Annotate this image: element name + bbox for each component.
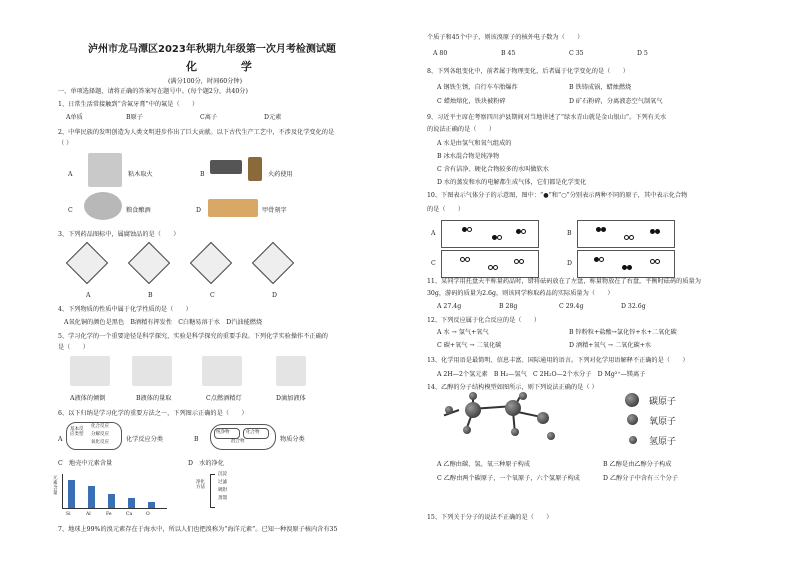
q7-option-b: B 45 <box>501 50 516 57</box>
corrosive-sign-icon <box>252 242 294 284</box>
q14-option-a: A 乙醇由碳、氢、氧三种原子构成 <box>437 461 531 468</box>
q10-option-d: D <box>567 260 572 267</box>
crust-bar-4 <box>128 498 135 508</box>
q6-option-a: A <box>58 436 63 443</box>
crust-chart-cat-1: Si <box>66 512 71 517</box>
gunpowder-image <box>210 160 242 174</box>
lighting-lamp-image <box>202 356 242 386</box>
legend-hydrogen: 氢原子 <box>649 437 677 447</box>
question-1: 1、日常生活常接触到“含氟牙膏”中的氟是（ ） <box>58 101 199 108</box>
q2-option-c: C <box>68 207 73 214</box>
wine-brewing-image <box>84 192 122 220</box>
q10-option-a: A <box>431 230 436 237</box>
q3-option-b: B <box>148 292 153 299</box>
q12-option-d: D 酒精+氧气 → 二氧化碳+水 <box>569 342 652 349</box>
q10-option-b: B <box>567 230 572 237</box>
question-7-cont: 个质子和45个中子，则该溴原子的核外电子数为（ ） <box>427 34 584 41</box>
right-column <box>397 0 794 562</box>
measuring-liquid-image <box>132 356 172 386</box>
q14-option-c: C 乙醇由两个碳原子，一个氧原子，六个氢原子构成 <box>437 475 580 482</box>
molecule-box-d <box>577 250 675 278</box>
compound-box <box>243 428 269 439</box>
q11-option-c: C 29.4g <box>559 303 584 310</box>
crust-bar-1 <box>68 480 75 508</box>
question-15: 15、下列关于分子的说法不正确的是（ ） <box>427 514 553 521</box>
q5-option-c: C点燃酒精灯 <box>206 395 242 402</box>
q7-option-c: C 35 <box>569 50 584 57</box>
molecule-box-a <box>441 220 539 248</box>
crust-chart-cat-5: O <box>146 512 150 517</box>
crust-chart-cat-3: Fe <box>106 512 112 517</box>
purification-methods-label: 净化方法 <box>196 480 205 490</box>
question-2-paren: （ ） <box>58 140 73 147</box>
crust-bar-5 <box>148 502 155 508</box>
q11-option-d: D 32.6g <box>621 303 646 310</box>
q12-option-b: B 锌粉粒+盐酸→氯化锌+水+二氧化碳 <box>569 329 677 336</box>
q11-option-a: A 27.4g <box>437 303 462 310</box>
crust-bar-2 <box>88 486 95 508</box>
q2-option-c-label: 粮食酿酒 <box>126 207 151 214</box>
question-5-cont: 是（ ） <box>58 344 89 351</box>
crust-chart-cat-4: Ca <box>126 512 133 517</box>
q1-option-a: A单质 <box>66 114 83 121</box>
q2-option-b-label: 火药使用 <box>268 171 293 178</box>
q8-option-c: C 蜡烛熔化，铁块被粉碎 <box>437 98 506 105</box>
q3-option-a: A <box>86 292 91 299</box>
q2-option-d: D <box>196 207 201 214</box>
molecule-box-c <box>441 250 539 278</box>
legend-oxygen-ball <box>627 414 638 425</box>
sedimentation-label: 沉淀 <box>218 472 227 477</box>
question-10-cont: 的是（ ） <box>427 206 465 213</box>
q6-b-label: 物质分类 <box>280 436 305 443</box>
legend-hydrogen-ball <box>629 436 637 444</box>
page-title: 泸州市龙马潭区2023年秋期九年级第一次月考检测试题 <box>88 44 336 55</box>
firework-image <box>248 157 262 181</box>
q14-option-b: B 乙醇是由乙醇分子构成 <box>603 461 672 468</box>
hydrogen-atom-3 <box>463 426 471 434</box>
q12-option-c: C 碳+氧气 → 二氧化碳 <box>437 342 502 349</box>
q5-option-b: B液体的量取 <box>136 395 172 402</box>
question-13: 13、化学用语是最简明、信息丰富、国际通用的语言。下列对化学用语解释不正确的是（ ） <box>427 357 689 364</box>
compound-label: 化合物 <box>246 430 260 435</box>
question-2: 2、中华民族的发明创造为人类文明进步作出了巨大贡献。以下古代生产工艺中，不涉及化学变化的是 <box>58 129 335 136</box>
carbon-atom-2 <box>505 400 521 416</box>
q2-option-d-label: 甲骨刻字 <box>262 207 287 214</box>
question-11-cont: 30g，游码的质量为2.6g，则该同学称取药品的实际质量为（ ） <box>427 290 614 297</box>
q6-option-d: D 水的净化 <box>188 460 224 467</box>
question-3: 3、下列药品图标中，属腐蚀品的是（ ） <box>58 231 180 238</box>
q2-option-b: B <box>200 171 205 178</box>
question-8: 8、下列各组变化中，前者属于物理变化，后者属于化学变化的是（ ） <box>427 68 629 75</box>
carbon-atom-1 <box>465 402 481 418</box>
q6-option-b: B <box>194 436 199 443</box>
q3-option-d: D <box>272 292 277 299</box>
substance-classification-diagram <box>210 424 276 450</box>
q5-option-a: A液体的倾倒 <box>70 395 106 402</box>
q8-option-d: D 矿石粉碎，分离液态空气制氧气 <box>569 98 663 105</box>
pure-substance-box <box>214 428 240 439</box>
fire-drill-image <box>88 153 122 187</box>
question-12: 12、下列反应属于化合反应的是（ ） <box>427 317 541 324</box>
hydrogen-atom-4 <box>519 392 527 400</box>
crust-chart-ylabel: 元素含量 <box>53 476 58 496</box>
mixture-label: 混合物 <box>231 439 245 444</box>
q4-options: A氧化铜的颜色是黑色 B酒精有挥发性 C白糖易溶于水 D汽油能燃烧 <box>64 319 263 326</box>
q7-option-a: A 80 <box>433 50 448 57</box>
q6-option-c: C 地壳中元素含量 <box>58 460 113 467</box>
purification-brace <box>210 474 215 508</box>
q5-option-d: D滴加液体 <box>276 395 306 402</box>
crust-bar-3 <box>108 494 115 508</box>
q6-a-label: 化学反应分类 <box>126 436 164 443</box>
q14-option-d: D 乙醇分子中含有三个分子 <box>603 475 678 482</box>
score-info: (满分100分，时间60分钟) <box>168 78 243 85</box>
question-7: 7、地球上99%的溴元素存在于海水中，所以人们也把溴称为“海洋元素”。已知一种溴原子核内含有35 <box>58 526 338 533</box>
q11-option-b: B 28g <box>499 303 518 310</box>
oxygen-atom <box>537 412 549 424</box>
water-purification-diagram <box>196 470 276 510</box>
explosive-sign-icon <box>190 242 232 284</box>
q12-option-a: A 水 → 氢气+氧气 <box>437 329 489 336</box>
pouring-liquid-image <box>70 356 110 386</box>
hydrogen-atom-2 <box>469 392 477 400</box>
decomposition-reaction-label: 分解反应 <box>91 432 109 437</box>
ethanol-molecule-model <box>437 392 587 456</box>
q9-option-d: D 水的蒸发和水的电解都生成气体，它们都是化学变化 <box>437 179 587 186</box>
subject-title: 化 学 <box>186 60 272 73</box>
q7-option-d: D 5 <box>637 50 648 57</box>
hydrogen-atom-1 <box>445 406 453 414</box>
q1-option-c: C离子 <box>200 114 218 121</box>
oxidation-reaction-label: 氧化反应 <box>91 440 109 445</box>
dropping-liquid-image <box>276 356 306 386</box>
q8-option-b: B 铁铸成锅，蜡烛燃烧 <box>569 84 632 91</box>
hydrogen-atom-6 <box>547 432 555 440</box>
question-6: 6、以下归纳是学习化学的重要方法之一，下列图示正确的是（ ） <box>58 410 248 417</box>
q2-option-a-label: 粘木取火 <box>128 171 153 178</box>
section-1-heading: 一、单项选择题，请将正确的答案写在题号中。(每个题2分，共40分) <box>58 88 248 95</box>
basic-reaction-type-label: 基本反应类型 <box>70 427 84 437</box>
q9-option-b: B 冰水混合物是纯净物 <box>437 153 500 160</box>
combination-reaction-label: 化合反应 <box>91 424 109 429</box>
distillation-label: 蒸馏 <box>218 496 227 501</box>
question-14: 14、乙醇的分子结构模型如图所示，则下列说法正确的是（ ） <box>427 384 598 391</box>
q8-option-a: A 钢铁生锈，自行车车胎爆炸 <box>437 84 518 91</box>
reaction-classification-diagram <box>66 422 122 450</box>
q2-option-a: A <box>68 171 73 178</box>
question-9-cont: 的说法正确的是（ ） <box>427 126 496 133</box>
question-10: 10、下图表示气体分子的示意图，图中：“●”和“○”分别表示两种不同的原子，其中表示化合物 <box>427 192 688 199</box>
hydrogen-atom-5 <box>511 428 519 436</box>
legend-carbon-ball <box>625 393 639 407</box>
q10-option-c: C <box>431 260 436 267</box>
crust-chart-cat-2: Al <box>86 512 91 517</box>
filtration-label: 过滤 <box>218 480 227 485</box>
legend-carbon: 碳原子 <box>649 397 677 407</box>
q9-option-c: C 含有洁净、硬化合物较多的水叫做软水 <box>437 166 549 173</box>
question-9: 9、习近平主席在考察四川泸县期间对当地讲述了“绿水青山就是金山银山”。下列有关水 <box>427 114 667 121</box>
q9-option-a: A 水是由氢气和氧气组成的 <box>437 140 512 147</box>
adsorption-label: 吸附 <box>218 488 227 493</box>
toxic-sign-icon <box>128 242 170 284</box>
question-4: 4、下列物质的性质中属于化学性质的是（ ） <box>58 306 192 313</box>
molecule-box-b <box>577 220 675 248</box>
question-5: 5、学习化学的一个重要途径是科学探究，实验是科学探究的重要手段。下列化学实验操作不正确的 <box>58 333 328 340</box>
q1-option-b: B原子 <box>126 114 143 121</box>
oracle-bone-image <box>208 199 258 217</box>
legend-oxygen: 氧原子 <box>649 417 677 427</box>
question-11: 11、某同学用托盘天平称量药品时，错将砝码放在了左盘，称量物放在了右盘，平衡时砝码的质量为 <box>427 278 701 285</box>
pure-substance-label: 纯净物 <box>216 430 230 435</box>
q1-option-d: D元素 <box>264 114 282 121</box>
q13-options: A 2H—2个氢元素 B H₂—氢气 C 2H₂O—2个水分子 D Mg²⁺—镁离子 <box>437 371 646 378</box>
q3-option-c: C <box>210 292 215 299</box>
flammable-sign-icon <box>66 242 108 284</box>
